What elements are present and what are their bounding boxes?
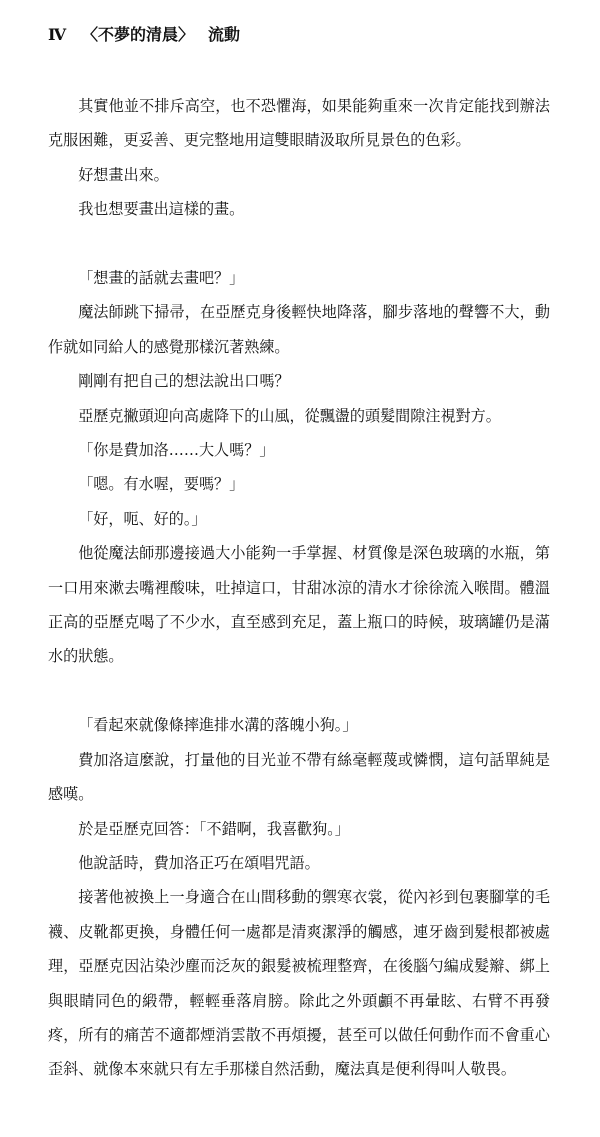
- paragraph: 「看起來就像條摔進排水溝的落魄小狗。」: [78, 716, 358, 735]
- chapter-subtitle: 流動: [208, 25, 241, 44]
- paragraph: 其實他並不排斥高空，也不恐懼海，如果能夠重來一次肯定能找到辦法克服困難，更妥善、更完整地用這雙眼睛汲取所見景色的色彩。: [48, 97, 550, 150]
- chapter-header: [48, 24, 240, 46]
- paragraph: 「好，呃、好的。」: [78, 509, 207, 528]
- blank-line: [48, 674, 550, 708]
- paragraph: 「嗯。有水喔，要嗎？」: [78, 475, 245, 494]
- chapter-title: 〈不夢的清晨〉: [82, 25, 195, 44]
- paragraph: 好想畫出來。: [78, 165, 169, 184]
- paragraph: 魔法師跳下掃帚，在亞歷克身後輕快地降落，腳步落地的聲響不大，動作就如同給人的感覺那樣沉著熟練。: [48, 303, 550, 356]
- paragraph: 亞歷克撇頭迎向高處降下的山風，從飄盪的頭髮間隙注視對方。: [78, 406, 501, 425]
- paragraph: 接著他被換上一身適合在山間移動的禦寒衣裳，從內衫到包裹腳掌的毛襪、皮靴都更換，身體任何一處都是清爽潔淨的觸感，連牙齒到髮根都被處理，亞歷克因沾染沙塵而泛灰的銀髮被梳理整齊，在後腦勺編成髮辮、綁上與眼睛同色的緞帶，輕輕垂落肩膀。除此之外頭顱不再暈眩、右臂不再發疼，所有的痛苦不適都煙消雲散不再煩擾，甚至可以做任何動作而不會重心歪斜、就像本來就只有左手那樣自然活動，魔法真是便利得叫人敬畏。: [48, 888, 550, 1079]
- paragraph: 我也想要畫出這樣的畫。: [78, 200, 245, 219]
- blank-line: [48, 227, 550, 261]
- paragraph: 「想畫的話就去畫吧？」: [78, 269, 245, 288]
- paragraph: 費加洛這麼說，打量他的目光並不帶有絲毫輕蔑或憐憫，這句話單純是感嘆。: [48, 750, 550, 804]
- paragraph: 於是亞歷克回答：「不錯啊，我喜歡狗。」: [78, 819, 350, 838]
- chapter-number: Ⅳ: [48, 25, 67, 44]
- paragraph: 剛剛有把自己的想法說出口嗎？: [78, 372, 290, 391]
- paragraph: 他說話時，費加洛正巧在頌唱咒語。: [78, 853, 320, 872]
- paragraph: 「你是費加洛……大人嗎？」: [78, 441, 275, 460]
- paragraph: 他從魔法師那邊接過大小能夠一手掌握、材質像是深色玻璃的水瓶，第一口用來漱去嘴裡酸味，吐掉這口，甘甜冰涼的清水才徐徐流入喉間。體溫正高的亞歷克喝了不少水，直至感到充足，蓋上瓶口的時候，玻璃罐仍是滿水的狀態。: [48, 544, 550, 666]
- body-text: [48, 89, 550, 1087]
